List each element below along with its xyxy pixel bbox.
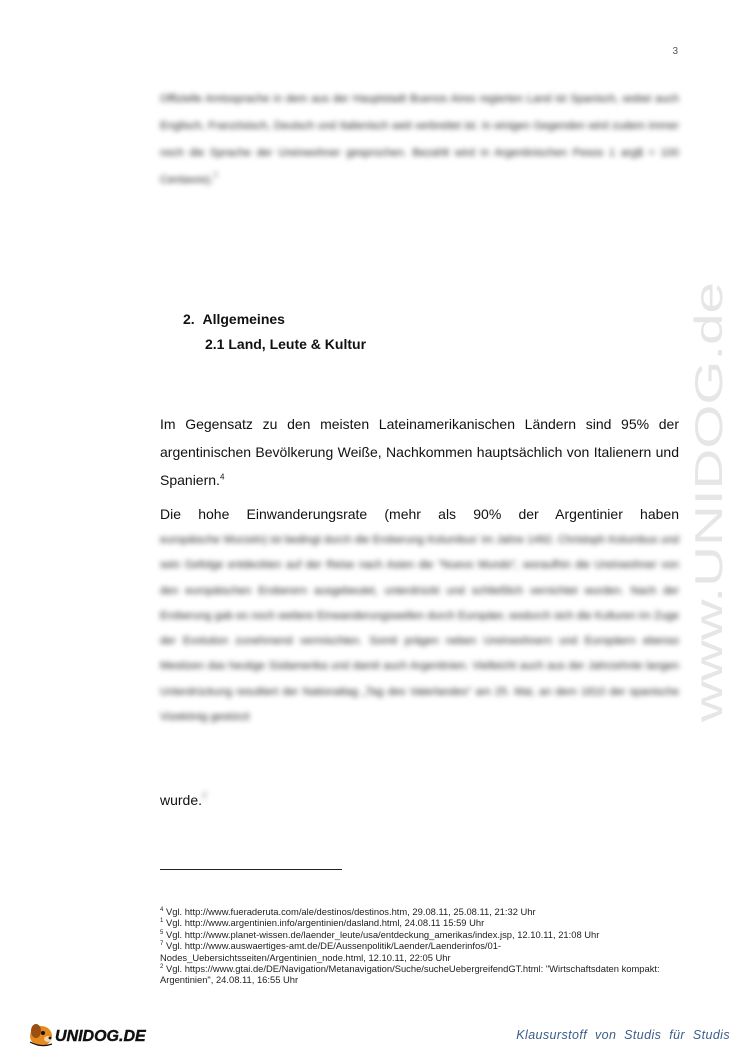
section-heading: 2. Allgemeines <box>183 311 285 327</box>
footnote-item: $^4$ Vgl. http://www.fueraderuta.com/ale/destinos/destinos.htm, 29.08.11, 25.08.11, 21:32 Uhr <box>160 906 536 917</box>
footnote-item: $^2$ Vgl. https://www.gtai.de/DE/Navigation/Metanavigation/Suche/sucheUebergreifendGT.html: "Wirtschaftsdaten kompakt: Argentinien", 24.08.11, 16:55 Uhr <box>160 963 660 986</box>
paragraph-immigration-blurred: europäische Wurzeln) ist bedingt durch die Eroberung Kolumbus' im Jahre 1492. Christoph Kolumbus und sein Gefolge entdeckten auf der Reise nach Asien die "Nuevo Mundo", woraufhin die Ureinwohner von den europäischen Eroberern ausgebeutet, unterdrückt und schließlich vernichtet wurden. Nach der Eroberung gab es noch weitere Einwanderungswellen durch Europäer, wodurch sich die Kulturen im Zuge der Evolution zunehmend vermischten. Somit prägen neben Ureinwohnern und Europäern ebenso Mestizen das heutige Südamerika und damit auch Argentinien. Vielleicht auch aus der Jahrzehnte langen Unterdrückung resultiert der Nationaltag „Tag des Vaterlandes" am 25. Mai, an dem 1810 der spanische Vizekönig gestürzt <box>160 534 679 724</box>
footnote-item: $^5$ Vgl. http://www.planet-wissen.de/laender_leute/usa/entdeckung_amerikas/index.jsp, 12.10.11, 21:08 Uhr <box>160 928 600 940</box>
intro-paragraph-blurred: Offizielle Amtssprache in dem aus der Hauptstadt Buenos Aires regierten Land ist Spanisch, wobei auch Englisch, Französisch, Deutsch und Italienisch weit verbreitet ist. In einigen Gegenden wird zudem immer noch die Sprache der Ureinwohner gesprochen. Bezahlt wird in Argentinischen Pesos 1 arg$ = 100 Centavos).$^7$ <box>160 93 679 186</box>
footnote-separator <box>160 869 342 870</box>
subsection-heading: 2.1 Land, Leute & Kultur <box>205 336 367 352</box>
watermark-text: www.UNIDOG.de <box>690 418 731 722</box>
watermark <box>690 276 734 722</box>
page-number: 3 <box>672 46 678 57</box>
paragraph-immigration-first-line: Die hohe Einwanderungsrate (mehr als 90% der Argentinier haben <box>160 506 679 522</box>
paragraph-population: Im Gegensatz zu den meisten Lateinamerikanischen Ländern sind 95% der argentinischen Bevölkerung Weiße, Nachkommen hauptsächlich von Italienern und Spaniern.$^4$ <box>160 416 679 488</box>
footnote-ref: 4 <box>219 472 225 482</box>
tagline: Klausurstoff von Studis für Studis <box>516 1028 730 1042</box>
footnote-item: $^7$ Vgl. http://www.auswaertiges-amt.de/DE/Aussenpolitik/Laender/Laenderinfos/01-Nodes_Uebersichtsseiten/Argentinien_node.html, 12.10.11, 22:05 Uhr <box>160 940 502 963</box>
footnotes <box>160 906 680 986</box>
paragraph-immigration-end: wurde.$^7$ <box>160 792 207 808</box>
logo-text: UNIDOG.DE <box>55 1028 146 1045</box>
footnote-item: $^1$ Vgl. http://www.argentinien.info/argentinien/dasland.html, 24.08.11 15:59 Uhr <box>160 917 485 929</box>
dog-mascot-icon <box>30 1024 52 1046</box>
unidog-logo <box>24 1014 154 1050</box>
